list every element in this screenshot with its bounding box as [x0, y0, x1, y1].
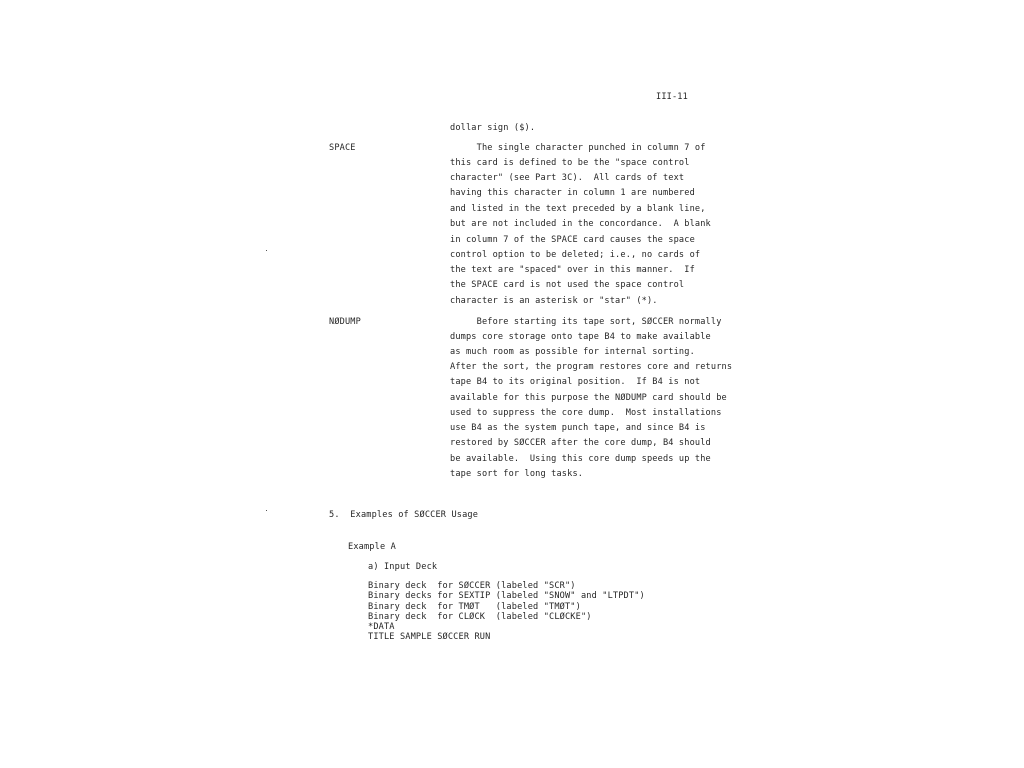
deck-line: *DATA: [368, 622, 395, 632]
nodump-line: dumps core storage onto tape B4 to make available: [450, 332, 711, 342]
scan-speck: [266, 510, 267, 511]
nodump-line: restored by SØCCER after the core dump, B4 should: [450, 438, 711, 448]
space-heading: SPACE: [329, 143, 356, 153]
space-line: the text are "spaced" over in this manner. If: [450, 265, 695, 275]
space-line: but are not included in the concordance. A blank: [450, 219, 711, 229]
nodump-line: tape sort for long tasks.: [450, 469, 584, 479]
space-line: The single character punched in column 7 of: [450, 143, 706, 153]
input-deck-label: a) Input Deck: [368, 562, 438, 572]
scan-speck: [266, 250, 267, 251]
deck-line: Binary decks for SEXTIP (labeled "SNOW" and "LTPDT"): [368, 591, 645, 601]
nodump-line: be available. Using this core dump speeds up the: [450, 454, 711, 464]
page-number: III-11: [656, 92, 688, 102]
top-line: dollar sign ($).: [450, 123, 536, 133]
deck-line: Binary deck for CLØCK (labeled "CLØCKE"): [368, 612, 592, 622]
section-5-heading: 5. Examples of SØCCER Usage: [329, 510, 479, 520]
example-a-label: Example A: [348, 542, 396, 552]
space-line: this card is defined to be the "space control: [450, 158, 690, 168]
nodump-line: tape B4 to its original position. If B4 is not: [450, 377, 701, 387]
nodump-line: available for this purpose the NØDUMP card should be: [450, 393, 727, 403]
nodump-line: used to suppress the core dump. Most installations: [450, 408, 722, 418]
deck-line: TITLE SAMPLE SØCCER RUN: [368, 632, 491, 642]
space-line: control option to be deleted; i.e., no cards of: [450, 250, 701, 260]
space-line: having this character in column 1 are numbered: [450, 188, 695, 198]
space-line: character is an asterisk or "star" (*).: [450, 296, 658, 306]
space-line: the SPACE card is not used the space control: [450, 280, 685, 290]
space-line: character" (see Part 3C). All cards of text: [450, 173, 685, 183]
nodump-line: use B4 as the system punch tape, and since B4 is: [450, 423, 706, 433]
space-line: in column 7 of the SPACE card causes the space: [450, 235, 695, 245]
deck-line: Binary deck for TMØT (labeled "TMØT"): [368, 602, 581, 612]
nodump-line: After the sort, the program restores core and returns: [450, 362, 733, 372]
nodump-heading: NØDUMP: [329, 317, 361, 327]
deck-line: Binary deck for SØCCER (labeled "SCR"): [368, 581, 576, 591]
space-line: and listed in the text preceded by a blank line,: [450, 204, 706, 214]
nodump-line: Before starting its tape sort, SØCCER normally: [450, 317, 722, 327]
nodump-line: as much room as possible for internal sorting.: [450, 347, 695, 357]
